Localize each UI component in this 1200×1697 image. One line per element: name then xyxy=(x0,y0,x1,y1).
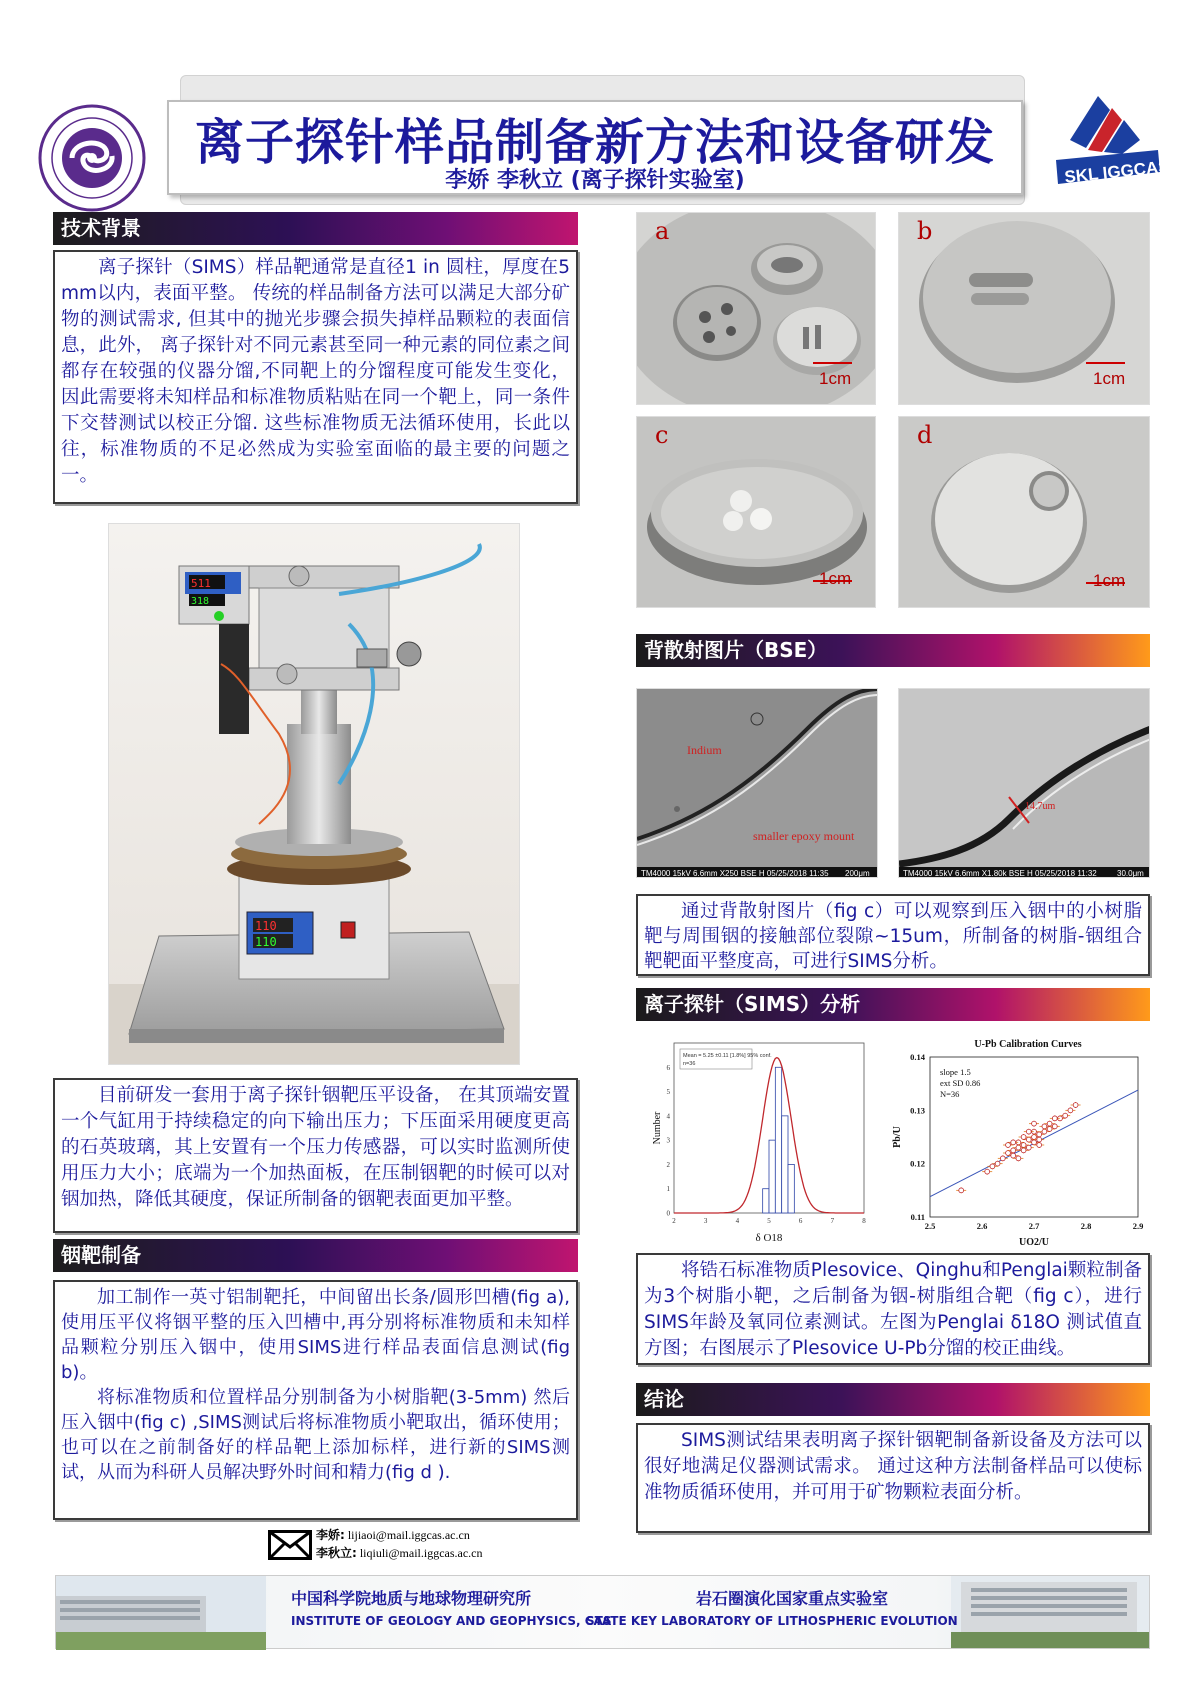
histogram-x-tick: 6 xyxy=(798,1217,803,1225)
histogram-bar xyxy=(769,1140,775,1213)
histogram-bar xyxy=(788,1164,794,1213)
footer-lab-en: STATE KEY LABORATORY OF LITHOSPHERIC EVOLUTION xyxy=(586,1614,958,1628)
histogram-x-tick: 5 xyxy=(767,1217,771,1225)
calibration-y-tick: 0.11 xyxy=(910,1212,925,1222)
calibration-y-tick: 0.13 xyxy=(910,1105,925,1116)
histogram-x-tick: 7 xyxy=(830,1217,835,1225)
bse-scale-1: 200μm xyxy=(845,869,870,878)
pressure-display-1: 511 xyxy=(191,577,211,590)
scale-label-b: 1cm xyxy=(1093,369,1126,388)
contact-name-1: 李娇: xyxy=(316,1528,345,1542)
footer-campus-photo-right xyxy=(951,1576,1149,1648)
calibration-svg xyxy=(888,1035,1148,1250)
photo-panel-a xyxy=(636,212,876,405)
panel-letter-a: a xyxy=(655,217,670,245)
section-header-background: 技术背景 xyxy=(53,212,578,245)
histogram-chart xyxy=(650,1035,872,1247)
device-text: 目前研发一套用于离子探针铟靶压平设备， 在其顶端安置一个气缸用于持续稳定的向下输出压力；下压面采用硬度更高的石英玻璃，其上安置有一个压力传感器，可以实时监测所使用压力大小；底端为一个加热面板，在压制铟靶的时候可以对铟加热，降低其硬度，保证所制备的铟靶表面更加平整。 xyxy=(61,1085,570,1210)
calibration-x-tick: 2.7 xyxy=(1028,1221,1040,1231)
contact-email-1[interactable]: lijiaoi@mail.iggcas.ac.cn xyxy=(347,1528,470,1542)
photo-panel-d xyxy=(898,416,1150,608)
calibration-annotation: N=36 xyxy=(940,1089,960,1099)
panel-letter-d: d xyxy=(917,421,933,449)
sims-textbox xyxy=(636,1253,1150,1365)
conclusion-text: SIMS测试结果表明离子探针铟靶制备新设备及方法可以很好地满足仪器测试需求。 通过这种方法制备样品可以使标准物质循环使用，并可用于矿物颗粒表面分析。 xyxy=(644,1430,1142,1503)
section-header-conclusion: 结论 xyxy=(636,1383,1150,1416)
bse-databar-1: TM4000 15kV 6.6mm X250 BSE H 05/25/2018 11:35 xyxy=(641,869,829,878)
histogram-y-tick: 6 xyxy=(666,1063,670,1072)
calibration-chart xyxy=(888,1035,1148,1250)
calibration-y-tick: 0.14 xyxy=(910,1052,925,1062)
section-header-sims: 离子探针（SIMS）分析 xyxy=(636,988,1150,1021)
background-text: 离子探针（SIMS）样品靶通常是直径1 in 圆柱，厚度在5 mm以内，表面平整。 传统的样品制备方法可以满足大部分矿物的测试需求, 但其中的抛光步骤会损失掉样品颗粒的表面信息，此外， 离子探针对不同元素甚至同一种元素的同位素之间都存在较强的仪器分馏,不同靶上的分馏程度可能发生变化， 因此需要将未知样品和标准物质粘贴在同一个靶上，同一条件下交替测试以校正分馏. 这些标准物质无法循环使用，长此以往，标准物质的不足必然成为实验室面临的最主要的问题之一。 xyxy=(61,257,570,486)
calibration-x-tick: 2.5 xyxy=(924,1221,936,1231)
histogram-bar xyxy=(782,1116,788,1213)
bse-databar-2: TM4000 15kV 6.6mm X1.80k BSE H 05/25/2018 11:32 xyxy=(903,869,1097,878)
histogram-y-tick: 2 xyxy=(666,1160,670,1169)
device-photo xyxy=(108,523,520,1065)
contact-line-2 xyxy=(316,1544,536,1561)
calibration-x-tick: 2.9 xyxy=(1132,1221,1144,1231)
scatter-xlabel: UO2/U xyxy=(1019,1237,1049,1248)
bse-textbox xyxy=(636,894,1150,976)
histogram-bar xyxy=(763,1189,769,1213)
bse-label-epoxy: smaller epoxy mount xyxy=(753,829,855,843)
histogram-y-tick: 5 xyxy=(666,1088,670,1097)
institute-logo xyxy=(38,104,146,212)
skl-iggcas-logo xyxy=(1050,90,1165,198)
background-textbox xyxy=(53,250,578,504)
footer-campus-photo-left xyxy=(56,1576,266,1650)
bse-text: 通过背散射图片（fig c）可以观察到压入铟中的小树脂靶与周围铟的接触部位裂隙~15um，所制备的树脂-铟组合靶靶面平整度高，可进行SIMS分析。 xyxy=(644,901,1142,972)
photo-panel-b xyxy=(898,212,1150,405)
histogram-x-tick: 3 xyxy=(703,1217,708,1225)
poster-authors: 李娇 李秋立 (离子探针实验室) xyxy=(445,168,745,193)
histogram-x-tick: 2 xyxy=(672,1217,676,1225)
panel-letter-c: c xyxy=(655,421,669,449)
panel-letter-b: b xyxy=(917,217,933,245)
calibration-y-tick: 0.12 xyxy=(910,1158,925,1169)
calibration-annotation: slope 1.5 xyxy=(940,1067,971,1077)
scale-label-c: 1cm xyxy=(819,569,852,588)
scatter-ylabel: Pb/U xyxy=(892,1126,903,1148)
footer-lab-cn: 岩石圈演化国家重点实验室 xyxy=(696,1589,889,1608)
section-header-indium: 铟靶制备 xyxy=(53,1239,578,1272)
histogram-y-tick: 4 xyxy=(666,1112,670,1121)
device-textbox xyxy=(53,1078,578,1233)
hist-legend-1: Mean = 5.25 ±0.11 [1.8%] 95% conf. xyxy=(683,1053,772,1059)
hist-legend-2: n=36 xyxy=(683,1061,696,1067)
bse-image-2 xyxy=(898,688,1150,878)
photo-panel-c xyxy=(636,416,876,608)
indium-text-1: 加工制作一英寸铝制靶托，中间留出长条/圆形凹槽(fig a), 使用压平仪将铟平整的压入凹槽中,再分别将标准物质和未知样品颗粒分别压入铟中，使用SIMS进行样品表面信息测试(fig b)。 xyxy=(61,1287,570,1383)
histogram-x-tick: 4 xyxy=(735,1217,740,1225)
footer-inst-cn: 中国科学院地质与地球物理研究所 xyxy=(291,1589,532,1608)
footer-banner xyxy=(55,1575,1150,1649)
footer-inst-en: INSTITUTE OF GEOLOGY AND GEOPHYSICS, CAS xyxy=(291,1614,612,1628)
hist-ylabel: Number xyxy=(652,1111,663,1145)
contact-email-2[interactable]: liqiuli@mail.iggcas.ac.cn xyxy=(359,1546,483,1560)
contact-line-1 xyxy=(316,1526,536,1543)
svg-text:SKL IGGCAS: SKL IGGCAS xyxy=(1063,156,1165,187)
conclusion-textbox xyxy=(636,1423,1150,1533)
section-header-bse: 背散射图片（BSE） xyxy=(636,634,1150,667)
bse-scale-2: 30.0μm xyxy=(1117,869,1144,878)
scale-label-d: 1cm xyxy=(1093,571,1126,590)
heater-display-1: 110 xyxy=(255,919,277,933)
indium-text-2: 将标准物质和位置样品分别制备为小树脂靶(3-5mm) 然后压入铟中(fig c) ,SIMS测试后将标准物质小靶取出，循环使用； 也可以在之前制备好的样品靶上添加标样，进行新的SIMS测试，从而为科研人员解决野外时间和精力(fig d ). xyxy=(61,1387,570,1483)
hist-xlabel: δ O18 xyxy=(755,1232,783,1244)
bse-measure: 14.7um xyxy=(1025,801,1056,812)
scale-label-a: 1cm xyxy=(819,369,852,388)
indium-textbox xyxy=(53,1280,578,1520)
contact-name-2: 李秋立: xyxy=(316,1546,357,1560)
heater-display-2: 110 xyxy=(255,935,277,949)
histogram-svg xyxy=(650,1035,872,1247)
poster-title: 离子探针样品制备新方法和设备研发 xyxy=(194,114,995,171)
histogram-y-tick: 3 xyxy=(666,1136,670,1145)
mail-icon xyxy=(268,1530,312,1560)
pressure-display-2: 318 xyxy=(191,596,210,607)
histogram-bar xyxy=(775,1067,781,1213)
histogram-y-tick: 1 xyxy=(666,1185,670,1194)
calibration-x-tick: 2.8 xyxy=(1080,1221,1092,1231)
histogram-y-tick: 0 xyxy=(666,1209,670,1218)
scatter-title: U-Pb Calibration Curves xyxy=(974,1039,1082,1050)
calibration-x-tick: 2.6 xyxy=(976,1221,988,1231)
sims-text: 将锆石标准物质Plesovice、Qinghu和Penglai颗粒制备为3个树脂小靶，之后制备为铟-树脂组合靶（fig c），进行SIMS年龄及氧同位素测试。左图为Penglai δ18O 测试值直方图；右图展示了Plesovice U-Pb分馏的校正曲线。 xyxy=(644,1260,1142,1359)
bse-image-1 xyxy=(636,688,878,878)
histogram-x-tick: 8 xyxy=(862,1217,866,1225)
calibration-annotation: ext SD 0.86 xyxy=(940,1078,981,1088)
bse-label-indium: Indium xyxy=(687,743,722,757)
